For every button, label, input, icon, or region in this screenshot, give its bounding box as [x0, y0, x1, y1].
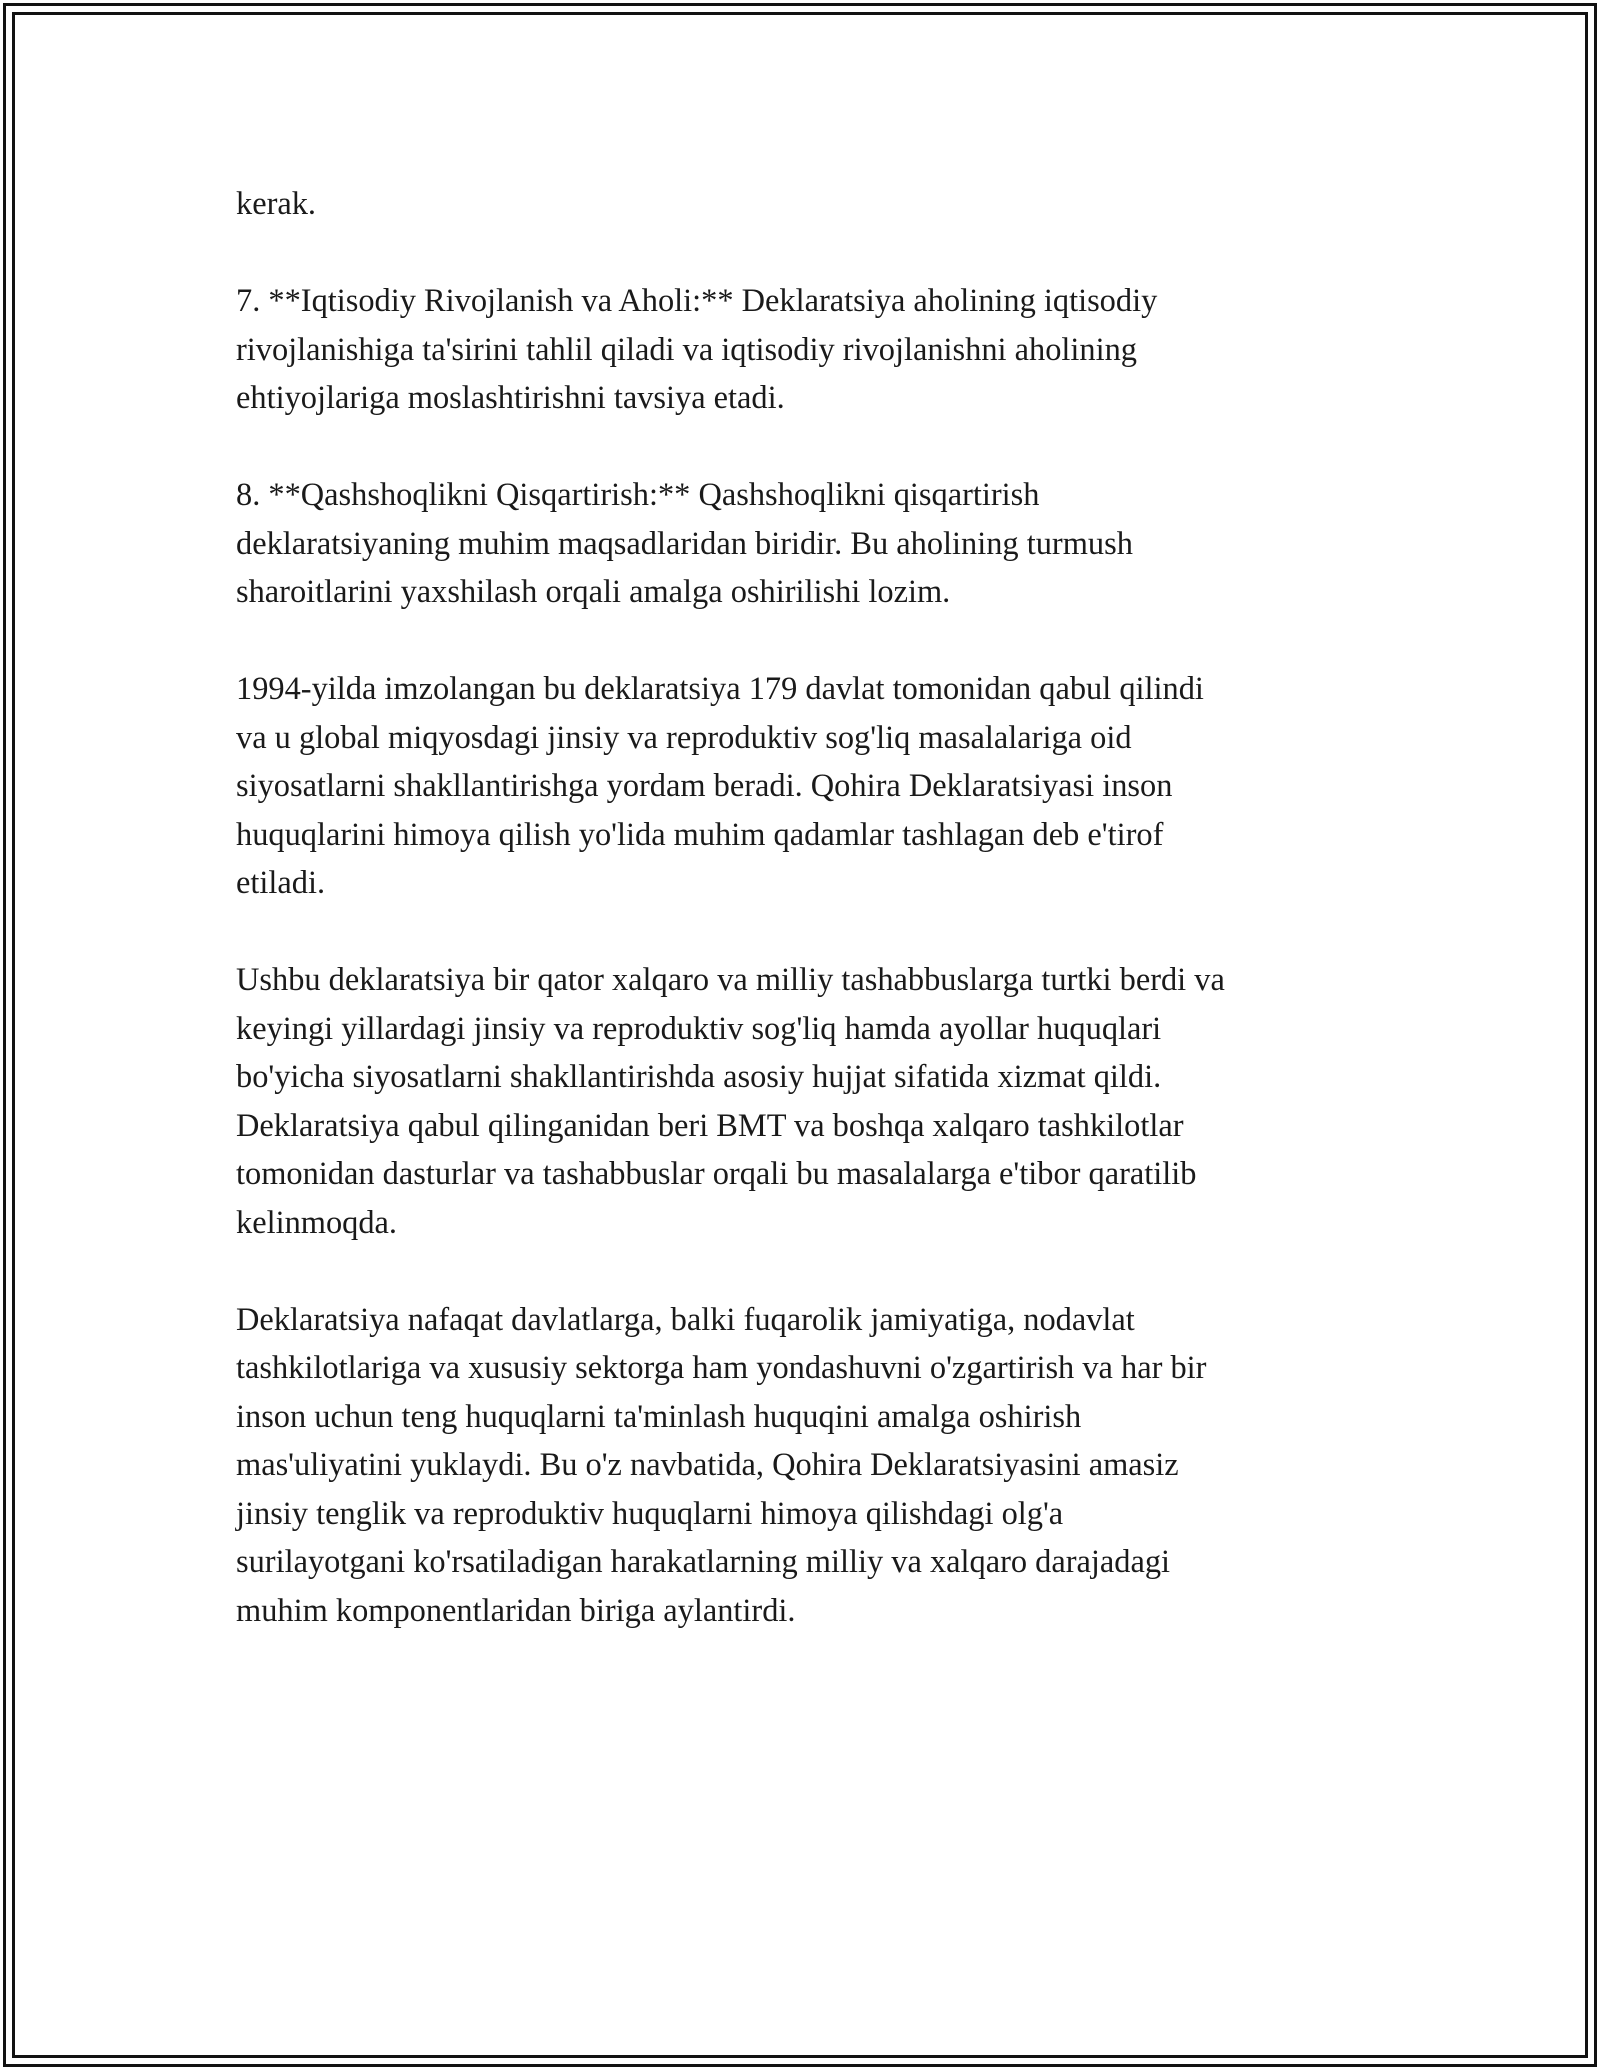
- text-line: muhim komponentlaridan biriga aylantirdi.: [236, 1592, 796, 1629]
- text-line: 7. **Iqtisodiy Rivojlanish va Aholi:** Deklaratsiya aholining iqtisodiy: [236, 283, 1158, 319]
- text-line: tomonidan dasturlar va tashabbuslar orqali bu masalalarga e'tibor qaratilib: [236, 1156, 1197, 1192]
- text-line: mas'uliyatini yuklaydi. Bu o'z navbatida, Qohira Deklaratsiyasini amasiz: [236, 1447, 1179, 1483]
- text-line: ehtiyojlariga moslashtirishni tavsiya etadi.: [236, 380, 785, 416]
- text-line: 1994-yilda imzolangan bu deklaratsiya 179 davlat tomonidan qabul qilindi: [236, 671, 1204, 707]
- text-line: 8. **Qashshoqlikni Qisqartirish:** Qashshoqlikni qisqartirish: [236, 477, 1040, 513]
- paragraph-responsibility: [236, 1296, 1366, 1636]
- text-line: huquqlarini himoya qilish yo'lida muhim qadamlar tashlagan deb e'tirof: [236, 816, 1164, 853]
- text-line: kerak.: [236, 186, 317, 222]
- paragraph-item-8: [236, 471, 1366, 617]
- text-line: va u global miqyosdagi jinsiy va reproduktiv sog'liq masalalariga oid: [236, 719, 1132, 756]
- text-line: deklaratsiyaning muhim maqsadlaridan biridir. Bu aholining turmush: [236, 525, 1133, 562]
- text-line: rivojlanishiga ta'sirini tahlil qiladi va iqtisodiy rivojlanishni aholining: [236, 331, 1137, 368]
- paragraph-initiatives: [236, 956, 1366, 1247]
- text-line: inson uchun teng huquqlarni ta'minlash huquqini amalga oshirish: [236, 1398, 1082, 1435]
- text-line: Ushbu deklaratsiya bir qator xalqaro va milliy tashabbuslarga turtki berdi va: [236, 962, 1225, 998]
- text-line: keyingi yillardagi jinsiy va reproduktiv sog'liq hamda ayollar huquqlari: [236, 1010, 1162, 1047]
- text-line: jinsiy tenglik va reproduktiv huquqlarni himoya qilishdagi olg'a: [236, 1495, 1064, 1532]
- text-line: sharoitlarini yaxshilash orqali amalga oshirilishi lozim.: [236, 574, 951, 610]
- text-line: Deklaratsiya nafaqat davlatlarga, balki fuqarolik jamiyatiga, nodavlat: [236, 1301, 1135, 1338]
- paragraph-continuation: [236, 180, 1366, 229]
- paragraph-item-7: [236, 277, 1366, 423]
- text-line: etiladi.: [236, 865, 326, 901]
- text-line: tashkilotlariga va xususiy sektorga ham yondashuvni o'zgartirish va har bir: [236, 1350, 1207, 1386]
- text-line: surilayotgani ko'rsatiladigan harakatlarning milliy va xalqaro darajadagi: [236, 1544, 1171, 1580]
- document-body: [236, 180, 1366, 1684]
- text-line: kelinmoqda.: [236, 1204, 398, 1241]
- text-line: bo'yicha siyosatlarni shakllantirishda asosiy hujjat sifatida xizmat qildi.: [236, 1059, 1162, 1095]
- text-line: siyosatlarni shakllantirishga yordam beradi. Qohira Deklaratsiyasi inson: [236, 768, 1173, 804]
- text-line: Deklaratsiya qabul qilinganidan beri BMT va boshqa xalqaro tashkilotlar: [236, 1107, 1184, 1144]
- paragraph-1994: [236, 665, 1366, 908]
